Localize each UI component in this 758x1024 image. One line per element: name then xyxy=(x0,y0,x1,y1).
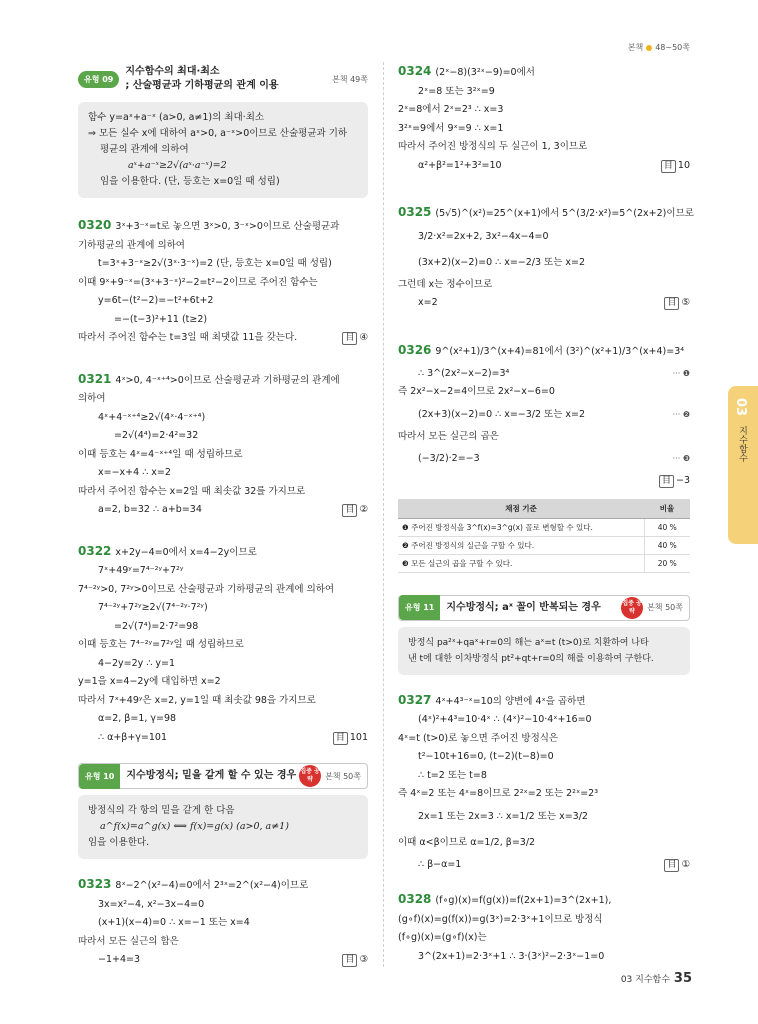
focus-badge: 집중 공략 xyxy=(299,765,321,787)
problem-number: 0323 xyxy=(78,877,112,891)
problem-line: a=2, b=32 ∴ a+b=34 xyxy=(98,504,202,515)
problem-number: 0320 xyxy=(78,218,112,232)
problem-line: 이때 등호는 4ˣ=4⁻ˣ⁺⁴일 때 성립하므로 xyxy=(78,448,243,460)
table-cell: ❷ 주어진 방정식의 실근을 구할 수 있다. xyxy=(398,536,644,554)
answer xyxy=(342,951,368,970)
problem-0320 xyxy=(78,216,368,348)
problem-line: (2x+3)(x−2)=0 ∴ x=−3/2 또는 x=2 xyxy=(418,408,586,420)
problem-line: x=−x+4 ∴ x=2 xyxy=(98,467,171,478)
table-row xyxy=(398,554,690,572)
answer-icon: 目 xyxy=(661,160,676,173)
type-11-header xyxy=(398,595,690,621)
problem-line: 3²ˣ=9에서 9ˣ=9 ∴ x=1 xyxy=(398,122,504,134)
problem-line: 4ˣ+4³⁻ˣ=10의 양변에 4ˣ을 곱하면 xyxy=(435,695,586,707)
problem-number: 0326 xyxy=(398,342,432,357)
problem-line: 2ˣ=8 또는 3²ˣ=9 xyxy=(418,85,495,97)
concept-line: ⇒ 모든 실수 x에 대하여 aˣ>0, a⁻ˣ>0이므로 산술평균과 기하 xyxy=(88,128,348,139)
problem-0327 xyxy=(398,691,690,875)
problem-line: (3x+2)(x−2)=0 ∴ x=−2/3 또는 x=2 xyxy=(418,256,586,268)
type-ref: 본책 49쪽 xyxy=(332,74,368,84)
problem-line: 3^(2x+1)=2·3ˣ+1 ∴ 3·(3ˣ)²−2·3ˣ−1=0 xyxy=(418,950,605,962)
type-title: 지수방정식; 밑을 같게 할 수 있는 경우 xyxy=(126,770,297,781)
problem-line: 의하여 xyxy=(78,393,106,404)
footer-chapter: 03 지수함수 xyxy=(620,975,670,985)
answer xyxy=(342,501,368,520)
problem-line: (−3/2)·2=−3 xyxy=(418,453,480,464)
concept-box xyxy=(78,102,368,198)
right-column xyxy=(398,62,694,966)
answer-value: 10 xyxy=(677,159,690,171)
problem-line: −1+4=3 xyxy=(98,954,141,965)
page-footer xyxy=(621,971,692,986)
problem-line: 따라서 모든 실근의 합은 xyxy=(78,935,179,947)
problem-line: t=3ˣ+3⁻ˣ≥2√(3ˣ·3⁻ˣ)=2 (단, 등호는 x=0일 때 성립) xyxy=(98,258,332,269)
problem-line: (g∘f)(x)=g(f(x))=g(3ˣ)=2·3ˣ+1이므로 방정식 xyxy=(398,913,603,925)
focus-badge: 집중 공략 xyxy=(621,597,643,619)
problem-0324 xyxy=(398,62,690,175)
table-cell: 40 % xyxy=(644,536,690,554)
problem-line: (f∘g)(x)=f(g(x))=f(2x+1)=3^(2x+1), xyxy=(435,895,612,906)
answer-icon: 目 xyxy=(664,859,679,872)
page-reference xyxy=(628,42,690,53)
problem-line: (x+1)(x−4)=0 ∴ x=−1 또는 x=4 xyxy=(98,917,250,928)
concept-line: 방정식의 각 항의 밑을 같게 한 다음 xyxy=(88,805,235,816)
problem-number: 0322 xyxy=(78,543,112,558)
concept-line: 임을 이용한다. (단, 등호는 x=0일 때 성립) xyxy=(100,176,280,187)
concept-line: 낸 t에 대한 이차방정식 pt²+qt+r=0의 해를 이용하여 구한다. xyxy=(408,653,654,664)
concept-line: 함수 y=aˣ+a⁻ˣ (a>0, a≠1)의 최대·최소 xyxy=(88,112,265,123)
ref-prefix: 본책 xyxy=(627,43,644,52)
problem-line: x=2 xyxy=(418,297,438,308)
type-title-line: ; 산술평균과 기하평균의 관계 이용 xyxy=(125,80,279,91)
problem-line: 즉 2x²−x−2=4이므로 2x²−x−6=0 xyxy=(398,386,555,397)
answer-value: ② xyxy=(359,504,368,515)
problem-line: x+2y−4=0에서 x=4−2y이므로 xyxy=(115,546,257,558)
problem-line: ∴ β−α=1 xyxy=(418,858,462,870)
ref-range: 48~50쪽 xyxy=(655,43,690,52)
problem-line: 이때 9ˣ+9⁻ˣ=(3ˣ+3⁻ˣ)²−2=t²−2이므로 주어진 함수는 xyxy=(78,276,318,288)
type-title: 지수방정식; aˣ 꼴이 반복되는 경우 xyxy=(446,601,601,613)
problem-0322 xyxy=(78,542,368,748)
type-title xyxy=(119,65,332,93)
answer-icon: 目 xyxy=(342,954,357,967)
concept-line: 평균의 관계에 의하여 xyxy=(100,144,189,155)
type-title-line: 지수함수의 최대·최소 xyxy=(125,66,220,77)
problem-0321 xyxy=(78,370,368,520)
answer-icon: 目 xyxy=(333,732,348,745)
column-header-criteria: 채점 기준 xyxy=(398,499,644,519)
answer-value: ⑤ xyxy=(681,297,690,308)
problem-line: y=6t−(t²−2)=−t²+6t+2 xyxy=(98,295,214,306)
problem-line: 이때 α<β이므로 α=1/2, β=3/2 xyxy=(398,836,536,848)
type-badge: 유형 10 xyxy=(79,764,120,789)
concept-line: aˣ+a⁻ˣ≥2√(aˣ·a⁻ˣ)=2 xyxy=(128,160,227,171)
table-cell: ❸ 모든 실근의 곱을 구할 수 있다. xyxy=(398,554,644,572)
type-10-header xyxy=(78,763,368,789)
type-ref: 본책 50쪽 xyxy=(325,771,361,781)
problem-line: α²+β²=1²+3²=10 xyxy=(418,159,502,171)
problem-line: 즉 4ˣ=2 또는 4ˣ=8이므로 2²ˣ=2 또는 2²ˣ=2³ xyxy=(398,788,599,799)
problem-line: 기하평균의 관계에 의하여 xyxy=(78,239,185,251)
scoring-table xyxy=(398,499,690,573)
step-marker: ··· ❷ xyxy=(672,409,690,419)
answer xyxy=(333,729,368,748)
problem-line: 7⁴⁻²ʸ+7²ʸ≥2√(7⁴⁻²ʸ·7²ʸ) xyxy=(98,602,208,613)
answer-icon: 目 xyxy=(342,504,357,517)
problem-line: =2√(4⁴)=2·4²=32 xyxy=(114,430,199,441)
answer xyxy=(342,329,368,348)
answer-value: ① xyxy=(681,858,690,870)
left-column xyxy=(78,62,368,970)
concept-box xyxy=(78,795,368,859)
answer xyxy=(659,472,690,491)
chapter-name: 지수함수 xyxy=(737,426,747,462)
page-number: 35 xyxy=(673,971,692,986)
problem-line: 따라서 7ˣ+49ʸ은 x=2, y=1일 때 최솟값 98을 가지므로 xyxy=(78,694,316,706)
problem-number: 0328 xyxy=(398,892,432,906)
table-row xyxy=(398,536,690,554)
problem-0323 xyxy=(78,875,368,970)
table-header-row xyxy=(398,499,690,519)
problem-line: 4ˣ>0, 4⁻ˣ⁺⁴>0이므로 산술평균과 기하평균의 관계에 xyxy=(115,374,340,386)
problem-line: 3x=x²−4, x²−3x−4=0 xyxy=(98,898,205,910)
concept-line: a^f(x)=a^g(x) ⟺ f(x)=g(x) (a>0, a≠1) xyxy=(100,821,289,832)
problem-line: 3ˣ+3⁻ˣ=t로 놓으면 3ˣ>0, 3⁻ˣ>0이므로 산술평균과 xyxy=(115,221,340,232)
problem-line: α=2, β=1, γ=98 xyxy=(98,713,177,724)
problem-0325 xyxy=(398,203,694,313)
problem-number: 0327 xyxy=(398,692,432,707)
problem-line: ∴ α+β+γ=101 xyxy=(98,731,168,743)
answer-value: ③ xyxy=(359,954,368,965)
problem-line: ∴ t=2 또는 t=8 xyxy=(418,769,487,781)
problem-line: =−(t−3)²+11 (t≥2) xyxy=(114,313,208,325)
answer-icon: 目 xyxy=(664,297,679,310)
problem-line: 3/2·x²=2x+2, 3x²−4x−4=0 xyxy=(418,230,549,242)
problem-line: 따라서 모든 실근의 곱은 xyxy=(398,430,499,442)
problem-line: 4ˣ+4⁻ˣ⁺⁴≥2√(4ˣ·4⁻ˣ⁺⁴) xyxy=(98,411,206,423)
problem-line: 7ˣ+49ʸ=7⁴⁻²ʸ+7²ʸ xyxy=(98,565,184,576)
problem-line: (f∘g)(x)=(g∘f)(x)는 xyxy=(398,932,487,943)
column-header-ratio: 비율 xyxy=(644,499,690,519)
chapter-side-tab xyxy=(728,386,758,544)
table-cell: ❶ 주어진 방정식을 3^f(x)=3^g(x) 꼴로 변형할 수 있다. xyxy=(398,518,644,536)
table-row xyxy=(398,518,690,536)
problem-0328 xyxy=(398,890,690,966)
problem-number: 0324 xyxy=(398,64,432,78)
problem-line: 그런데 x는 정수이므로 xyxy=(398,278,493,290)
answer xyxy=(661,157,690,176)
problem-line: =2√(7⁴)=2·7²=98 xyxy=(114,620,199,632)
answer-icon: 目 xyxy=(659,475,674,488)
problem-line: 2x=1 또는 2x=3 ∴ x=1/2 또는 x=3/2 xyxy=(418,810,588,822)
problem-line: 8ˣ−2^(x²−4)=0에서 2³ˣ=2^(x²−4)이므로 xyxy=(115,880,309,891)
type-09-header xyxy=(78,62,368,96)
problem-line: 2ˣ=8에서 2ˣ=2³ ∴ x=3 xyxy=(398,104,504,115)
problem-line: 따라서 주어진 함수는 x=2일 때 최솟값 32를 가지므로 xyxy=(78,485,306,497)
problem-line: ∴ 3^(2x²−x−2)=3⁴ xyxy=(418,367,510,379)
answer-value: −3 xyxy=(675,475,690,486)
problem-number: 0321 xyxy=(78,371,112,386)
concept-box xyxy=(398,627,690,675)
table-cell: 40 % xyxy=(644,518,690,536)
problem-line: 따라서 주어진 함수는 t=3일 때 최댓값 11을 갖는다. xyxy=(78,332,298,343)
column-divider xyxy=(383,62,384,967)
problem-line: 따라서 주어진 방정식의 두 실근이 1, 3이므로 xyxy=(398,141,588,152)
problem-number: 0325 xyxy=(398,205,432,219)
problem-line: y=1을 x=4−2y에 대입하면 x=2 xyxy=(78,676,221,687)
step-marker: ··· ❶ xyxy=(672,368,690,378)
answer-value: ④ xyxy=(359,332,368,343)
concept-line: 임을 이용한다. xyxy=(88,837,150,848)
problem-line: (5√5)^(x²)=25^(x+1)에서 5^(3/2·x²)=5^(2x+2)이므로 xyxy=(435,208,694,219)
problem-line: 이때 등호는 7⁴⁻²ʸ=7²ʸ일 때 성립하므로 xyxy=(78,639,244,650)
bullet-dot-icon xyxy=(646,45,652,51)
step-marker: ··· ❸ xyxy=(672,454,690,463)
answer-icon: 目 xyxy=(342,332,357,345)
type-badge: 유형 09 xyxy=(78,71,119,88)
problem-line: 7⁴⁻²ʸ>0, 7²ʸ>0이므로 산술평균과 기하평균의 관계에 의하여 xyxy=(78,583,335,595)
problem-line: t²−10t+16=0, (t−2)(t−8)=0 xyxy=(418,751,554,762)
answer xyxy=(664,294,690,313)
table-cell: 20 % xyxy=(644,554,690,572)
chapter-number: 03 xyxy=(733,398,748,417)
problem-line: 4−2y=2y ∴ y=1 xyxy=(98,657,176,669)
problem-line: 4ˣ=t (t>0)로 놓으면 주어진 방정식은 xyxy=(398,732,559,744)
type-badge: 유형 11 xyxy=(399,595,440,620)
concept-line: 방정식 pa²ˣ+qaˣ+r=0의 해는 aˣ=t (t>0)로 치환하여 나타 xyxy=(408,637,649,648)
type-ref: 본책 50쪽 xyxy=(647,603,683,612)
problem-line: (4ˣ)²+4³=10·4ˣ ∴ (4ˣ)²−10·4ˣ+16=0 xyxy=(418,714,592,725)
answer xyxy=(664,856,690,875)
problem-line: (2ˣ−8)(3²ˣ−9)=0에서 xyxy=(435,67,535,78)
problem-line: 9^(x²+1)/3^(x+4)=81에서 (3²)^(x²+1)/3^(x+4)=3⁴ xyxy=(435,345,685,357)
answer-value: 101 xyxy=(349,731,368,743)
problem-0326 xyxy=(398,337,690,491)
